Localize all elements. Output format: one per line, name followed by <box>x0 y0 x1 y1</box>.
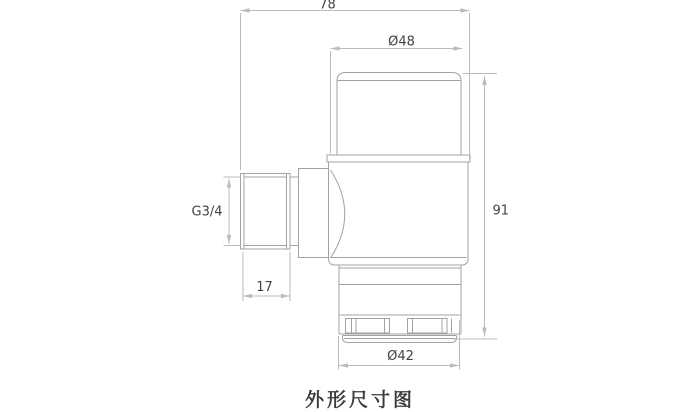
dimension-base-diameter <box>339 320 460 370</box>
dim-78-label: 78 <box>319 0 336 13</box>
inlet-thread-fitting <box>241 174 291 250</box>
outlet-neck <box>339 265 461 334</box>
drawing-title: 外形尺寸图 <box>304 389 416 411</box>
inlet-thread-relief-lines <box>244 174 287 250</box>
dimension-overall-width <box>241 0 470 170</box>
dim-78-extension-lines <box>241 13 470 170</box>
slot-window-left <box>346 319 390 334</box>
outlet-slot-windows <box>346 319 452 334</box>
dim-42-label: Ø42 <box>387 349 414 364</box>
slot-window-right <box>408 319 448 334</box>
valve-flange <box>327 155 470 162</box>
dim-17-label: 17 <box>256 280 273 295</box>
dimension-thread-length <box>243 252 290 301</box>
dim-g34-label: G3/4 <box>191 204 223 220</box>
dimension-inlet-thread <box>192 177 241 246</box>
dim-91-extension-lines <box>453 74 498 340</box>
side-port-transition <box>299 169 329 258</box>
outlet-bottom-rim <box>343 336 457 343</box>
valve-cap <box>337 73 461 156</box>
valve-outline <box>241 73 471 343</box>
dim-48-label: Ø48 <box>388 34 415 50</box>
dim-g34-extension-lines <box>224 177 241 246</box>
port-intersection-arc <box>331 170 345 258</box>
side-port-connector <box>290 177 299 246</box>
dimension-cap-diameter <box>331 35 463 154</box>
valve-body <box>329 162 469 265</box>
dim-91-label: 91 <box>492 203 510 219</box>
slot-window-right-ticks <box>413 319 452 334</box>
slot-window-left-ticks <box>352 319 385 334</box>
